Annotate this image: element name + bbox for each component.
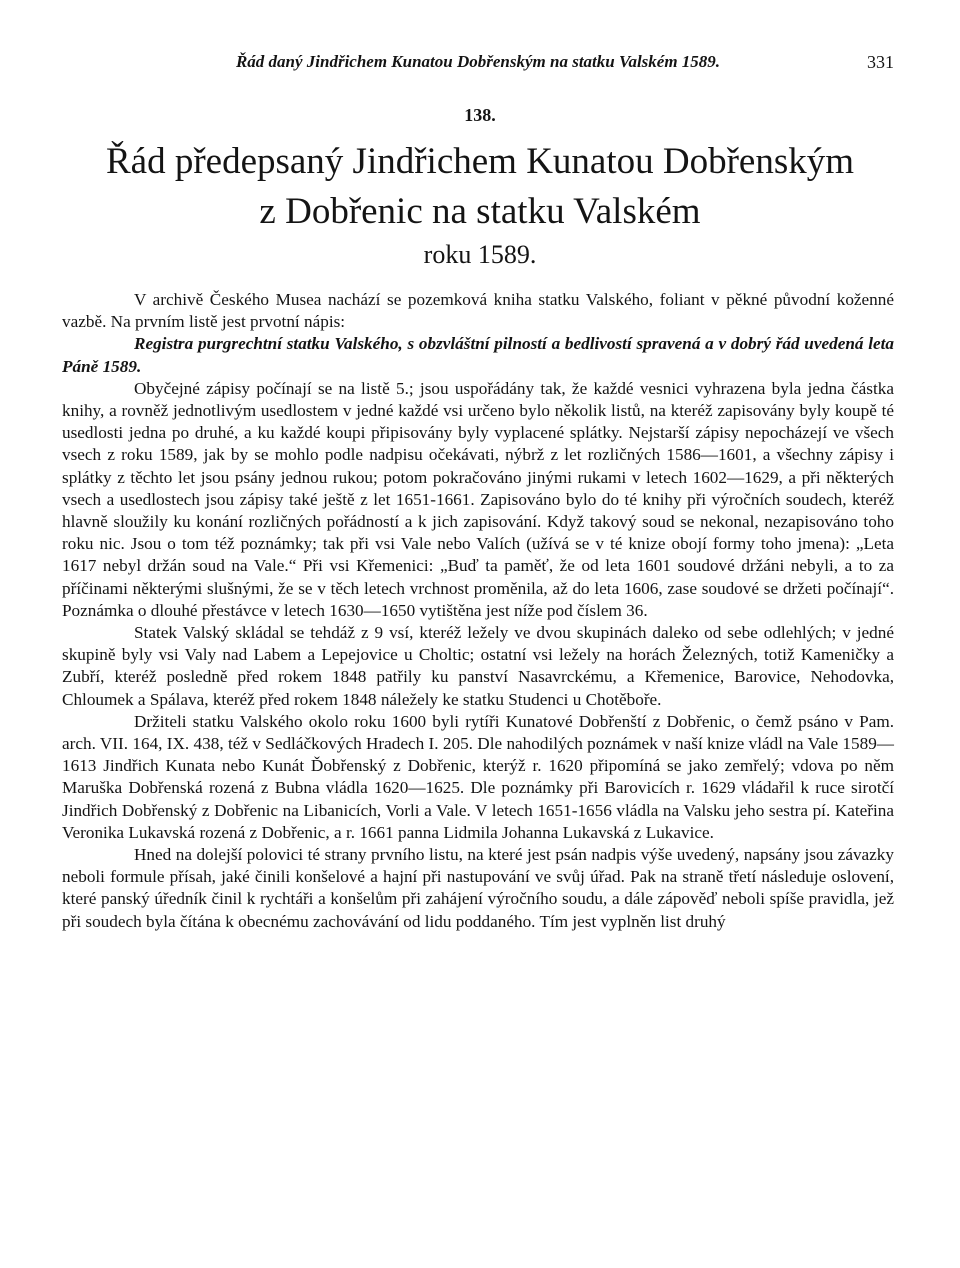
paragraph-archive: V archivě Českého Musea nachází se pozemková kniha statku Valského, foliant v pěkné původní koženné vazbě. Na prvním listě jest prvotní nápis: xyxy=(62,290,894,332)
document-title-line-1: Řád předepsaný Jindřichem Kunatou Dobřenským xyxy=(105,141,855,182)
document-title-line-3: roku 1589. xyxy=(423,240,537,269)
document-title-line-2: z Dobřenic na statku Valském xyxy=(259,191,701,232)
paragraph-oaths: Hned na dolejší polovici té strany prvního listu, na které jest psán nadpis výše uvedený, napsány jsou závazky neboli formule přísah, jaké činili konšelové a hajní při nastupování ve svůj úřad. Pak na straně třetí následuje oslovení, které panský úředník činil k rychtáři a konšelům při zahájení výročního soudu, a dále zápověď neboli spíše pravidla, jež při soudech byla čítána k obecnému zachovávání od lidu poddaného. Tím jest vyplněn list druhý xyxy=(62,845,894,931)
running-head-title: Řád daný Jindřichem Kunatou Dobřenským na statku Valském 1589. xyxy=(235,52,721,71)
document-number: 138. xyxy=(464,105,496,125)
running-head xyxy=(62,52,894,72)
paragraph-owners: Držiteli statku Valského okolo roku 1600 byli rytíři Kunatové Dobřenští z Dobřenic, o čemž psáno v Pam. arch. VII. 164, IX. 438, též v Sedláčkových Hradech I. 205. Dle nahodilých poznámek v naší knize vládl na Vale 1589—1613 Jindřich Kunata nebo Kunát Ďobřenský z Dobřenic, kterýž r. 1620 připomíná se jako zemřelý; vdova po něm Maruška Dobřenská rozená z Bubna vládla 1620—1625. Dle poznámky při Barovicích r. 1629 vládařil k ruce sirotčí Jindřich Dobřenský z Dobřenic na Libanicích, Vorli a Vale. V letech 1651-1656 vládla na Valsku jeho sestra pí. Kateřina Veronika Lukavská rozená z Dobřenic, a r. 1661 panna Lidmila Johanna Lukavská z Lukavice. xyxy=(62,711,894,842)
paragraph-records: Obyčejné zápisy počínají se na listě 5.; jsou uspořádány tak, že každé vesnici vyhrazena byla jedna částka knihy, a rovněž jednotlivým usedlostem v jedné každé vsi určeno bylo několik listů, na kteréž zapisovány byly koupě té usedlosti jedna po druhé, a ku každé koupi připisovány byly vyplacené splátky. Nejstarší zápisy nepocházejí ve všech vsech z roku 1589, jak by se mohlo podle nadpisu očekávati, nýbrž z let rozličných 1586—1601, a všechny zápisy i splátky z těchto let jsou psány jednou rukou; potom pokračováno jinými rukami v letech 1602—1629, a při některých vsech a usedlostech jsou zápisy také ještě z let 1651-1661. Zapisováno bylo do té knihy při výročních soudech, kteréž hlavně sloužily ku konání rozličných pořádností a k jich zapisování. Když takový soud se nekonal, nezapisováno toho roku nic. Jsou o tom též poznámky; tak při vsi Vale nebo Valích (užívá se v té knize obojí formy toho jmena): „Leta 1617 nebyl držán soud na Vale.“ Při vsi Křemenici: „Buď ta paměť, že od leta 1601 soudové držáni nebyli, a to za příčinami některými slušnými, že se v těch letech vrchnost proměnila, až do leta 1606, zase soudové se držeti počínají“. Poznámka o dlouhé přestávce v letech 1630—1650 vytištěna jest níže pod číslem 36. xyxy=(62,378,894,620)
paragraph-estate: Statek Valský skládal se tehdáž z 9 vsí, kteréž ležely ve dvou skupinách daleko od sebe odlehlých; v jedné skupině byly vsi Valy nad Labem a Lepejovice u Choltic; ostatní vsi ležely na horách Železných, totiž Kameničky a Zubří, kteréž posledně před rokem 1848 patřily ku panství Nasavrckému, a Křemenice, Barovice, Nehodovka, Chloumek a Spálava, kteréž před rokem 1848 náležely ke statku Studenci u Chotěboře. xyxy=(62,623,894,709)
body-text xyxy=(62,289,894,933)
paragraph-inscription: Registra purgrechtní statku Valského, s obzvláštní pilností a bedlivostí spravená a v dobrý řád uvedená leta Páně 1589. xyxy=(62,334,894,376)
page-number: 331 xyxy=(867,52,894,72)
